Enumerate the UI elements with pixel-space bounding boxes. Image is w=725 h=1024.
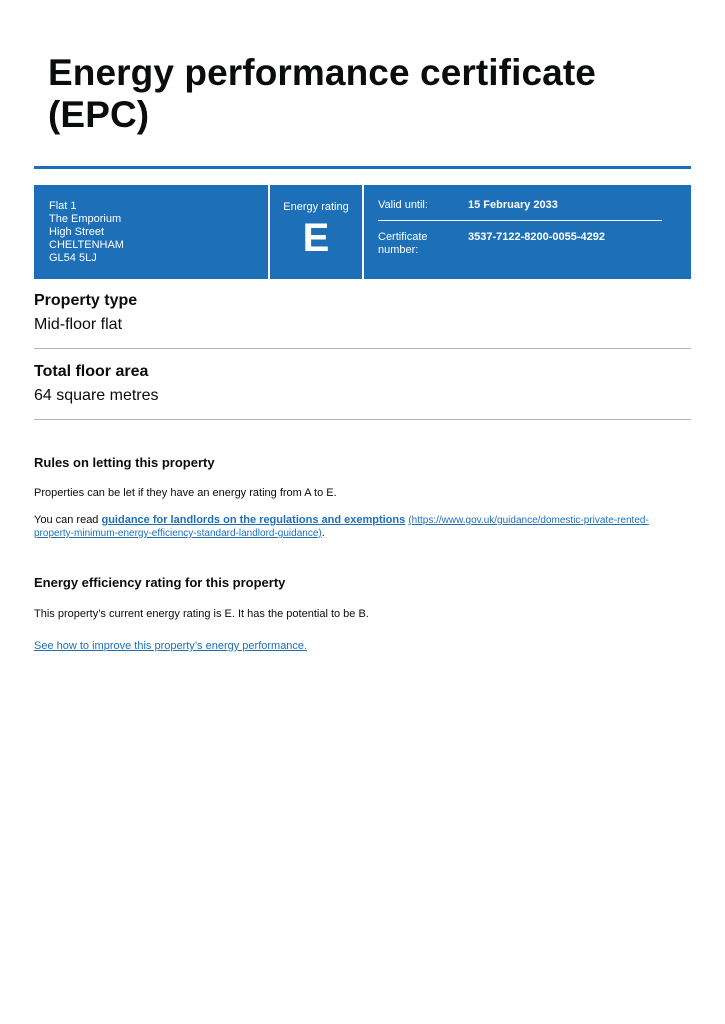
landlord-guidance-url[interactable]: (https://www.gov.uk/guidance/domestic-private-rented-property-minimum-energy-efficiency-standard-landlord-guidance)	[34, 515, 649, 539]
landlord-guidance-paragraph	[34, 514, 674, 540]
address-line: High Street	[49, 226, 105, 238]
floor-area-heading: Total floor area	[34, 363, 149, 380]
valid-until-value: 15 February 2033	[468, 199, 558, 211]
banner-divider	[362, 185, 364, 279]
certificate-number-value: 3537-7122-8200-0055-4292	[468, 231, 606, 243]
certificate-number-label: Certificate number:	[378, 231, 428, 256]
energy-rating-block	[270, 185, 362, 279]
page-title: Energy performance certificate (EPC)	[48, 52, 596, 135]
certificate-summary-banner	[34, 185, 691, 279]
energy-rating-label: Energy rating	[283, 201, 349, 213]
property-type-value: Mid-floor flat	[34, 316, 123, 333]
guidance-suffix: .	[321, 527, 325, 539]
efficiency-paragraph: This property’s current energy rating is E. It has the potential to be B.	[34, 608, 369, 620]
property-type-heading: Property type	[34, 292, 138, 309]
efficiency-heading: Energy efficiency rating for this property	[34, 575, 286, 590]
guidance-prefix: You can read	[34, 514, 102, 526]
epc-page	[34, 0, 691, 652]
landlord-guidance-link[interactable]: guidance for landlords on the regulations and exemptions	[101, 514, 406, 526]
floor-area-value: 64 square metres	[34, 387, 159, 404]
address-line: GL54 5LJ	[49, 252, 97, 264]
section-divider	[34, 348, 691, 349]
improve-link-wrap	[34, 640, 674, 653]
letting-rules-heading: Rules on letting this property	[34, 455, 215, 470]
banner-row-divider	[378, 220, 662, 221]
property-address	[49, 200, 124, 265]
address-line: CHELTENHAM	[49, 239, 124, 251]
letting-rules-paragraph: Properties can be let if they have an energy rating from A to E.	[34, 487, 337, 499]
address-line: The Emporium	[49, 213, 122, 225]
improve-energy-performance-link[interactable]: See how to improve this property’s energy performance.	[34, 640, 308, 652]
title-divider	[34, 166, 691, 169]
address-line: Flat 1	[49, 200, 77, 212]
valid-until-label: Valid until:	[378, 199, 428, 211]
section-divider	[34, 419, 691, 420]
energy-rating-letter: E	[302, 216, 330, 260]
